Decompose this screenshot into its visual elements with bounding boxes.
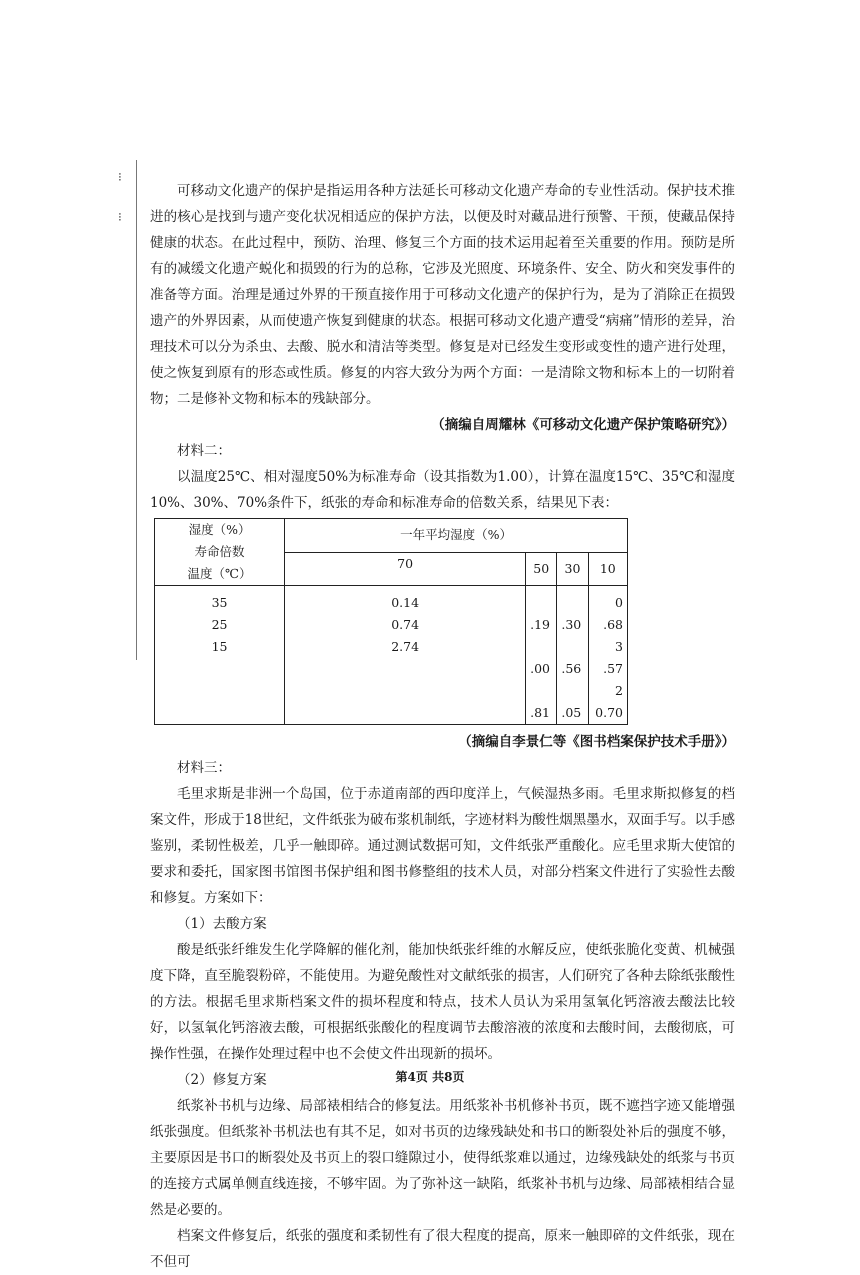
- page-number-footer: 第4页 共8页: [395, 1070, 465, 1084]
- material2-intro: 以温度25℃、相对湿度50%为标准寿命（设其指数为1.00），计算在温度15℃、35℃和湿度10%、30%、70%条件下，纸张的寿命和标准寿命的倍数关系，结果见下表：: [150, 469, 735, 511]
- cell-fragment: 0: [615, 595, 623, 610]
- margin-mark: ⁝: [118, 170, 122, 184]
- humidity-col-10: 10: [588, 552, 627, 586]
- temp-15: 15: [211, 639, 228, 654]
- cell-fragment: [530, 680, 552, 702]
- material3-heading: 材料三：: [177, 760, 231, 776]
- material2-heading: 材料二：: [177, 443, 231, 459]
- cell-fragment: [530, 636, 552, 658]
- material3-intro: 毛里求斯是非洲一个岛国，位于赤道南部的西印度洋上，气候湿热多雨。毛里求斯拟修复的档案文件，形成于18世纪，文件纸张为破布浆机制纸，字迹材料为酸性烟黑墨水，双面手写。以手感鉴别，柔韧性极差，几乎一触即碎。通过测试数据可知，文件纸张严重酸化。应毛里求斯大使馆的要求和委托，国家图书馆图书保护组和图书修整组的技术人员，对部分档案文件进行了实验性去酸和修复。方案如下：: [150, 786, 735, 906]
- material2-source: （摘编自李景仁等《图书档案保护技术手册》）: [458, 734, 735, 750]
- cell-fragment: .05: [561, 705, 582, 720]
- cell-fragment: 2: [615, 683, 623, 698]
- closing-paragraph: 档案文件修复后，纸张的强度和柔韧性有了很大程度的提高，原来一触即碎的文件纸张，现在不但可: [150, 1228, 735, 1270]
- value-15-70: 2.74: [391, 639, 420, 654]
- cell-fragment: 3: [615, 639, 623, 654]
- cell-fragment: .68: [603, 617, 623, 632]
- cell-fragment: .57: [603, 661, 623, 676]
- binding-margin-line: [136, 160, 137, 660]
- margin-mark: ⁝: [118, 210, 122, 224]
- corner-temperature-label: 温度（℃）: [187, 566, 252, 581]
- temp-35: 35: [211, 595, 228, 610]
- values-col-50: [526, 586, 557, 725]
- cell-fragment: [561, 680, 583, 702]
- value-25-70: 0.74: [391, 617, 420, 632]
- table-corner-header: [155, 519, 285, 586]
- cell-fragment: .81: [530, 705, 551, 720]
- temperature-column: [155, 586, 285, 725]
- cell-fragment: .30: [561, 617, 582, 632]
- cell-fragment: .00: [530, 661, 551, 676]
- cell-fragment: [561, 636, 583, 658]
- values-col-30: [557, 586, 588, 725]
- repair-section-body: 纸浆补书机与边缘、局部裱相结合的修复法。用纸浆补书机修补书页，既不遮挡字迹又能增强纸张强度。但纸浆补书机法也有其不足，如对书页的边缘残缺处和书口的断裂处补后的强度不够，主要原因是书口的断裂处及书页上的裂口缝隙过小，使得纸浆难以通过，边缘残缺处的纸浆与书页的连接方式属单侧直线连接，不够牢固。为了弥补这一缺陷，纸浆补书机与边缘、局部裱相结合显然是必要的。: [150, 1098, 735, 1218]
- values-col-10: [588, 586, 627, 725]
- corner-ratio-label: 寿命倍数: [194, 544, 245, 559]
- corner-humidity-label: 湿度（%）: [188, 522, 251, 537]
- values-col-70: [285, 586, 526, 725]
- humidity-col-50: 50: [526, 552, 557, 586]
- material1-source: （摘编自周耀林《可移动文化遗产保护策略研究》）: [431, 417, 735, 433]
- cell-fragment: .19: [530, 617, 551, 632]
- deacid-section-body: 酸是纸张纤维发生化学降解的催化剂，能加快纸张纤维的水解反应，使纸张脆化变黄、机械强度下降，直至脆裂粉碎，不能使用。为避免酸性对文献纸张的损害，人们研究了各种去除纸张酸性的方法。根据毛里求斯档案文件的损坏程度和特点，技术人员认为采用氢氧化钙溶液去酸法比较好，以氢氧化钙溶液去酸，可根据纸张酸化的程度调节去酸溶液的浓度和去酸时间，去酸彻底，可操作性强，在操作处理过程中也不会使文件出现新的损坏。: [150, 942, 735, 1062]
- temp-25: 25: [211, 617, 228, 632]
- humidity-col-70: 70: [285, 552, 526, 586]
- repair-section-title: （2）修复方案: [177, 1072, 267, 1088]
- paper-lifetime-table: [154, 518, 628, 725]
- page-content: [150, 178, 735, 1275]
- cell-fragment: .56: [561, 661, 582, 676]
- cell-fragment: [530, 592, 552, 614]
- material1-paragraph: 可移动文化遗产的保护是指运用各种方法延长可移动文化遗产寿命的专业性活动。保护技术推进的核心是找到与遗产变化状况相适应的保护方法，以便及时对藏品进行预警、干预，使藏品保持健康的状态。在此过程中，预防、治理、修复三个方面的技术运用起着至关重要的作用。预防是所有的减缓文化遗产蜕化和损毁的行为的总称，它涉及光照度、环境条件、安全、防火和突发事件的准备等方面。治理是通过外界的干预直接作用于可移动文化遗产的保护行为，是为了消除正在损毁遗产的外界因素，从而使遗产恢复到健康的状态。根据可移动文化遗产遭受“病痛”情形的差异，治理技术可以分为杀虫、去酸、脱水和清洁等类型。修复是对已经发生变形或变性的遗产进行处理，使之恢复到原有的形态或性质。修复的内容大致分为两个方面：一是清除文物和标本上的一切附着物；二是修补文物和标本的残缺部分。: [150, 183, 735, 407]
- humidity-group-header: 一年平均湿度（%）: [285, 519, 628, 553]
- deacid-section-title: （1）去酸方案: [177, 916, 267, 932]
- humidity-col-30: 30: [557, 552, 588, 586]
- value-35-70: 0.14: [391, 595, 420, 610]
- cell-fragment: [561, 592, 583, 614]
- cell-fragment: 0.70: [595, 705, 623, 720]
